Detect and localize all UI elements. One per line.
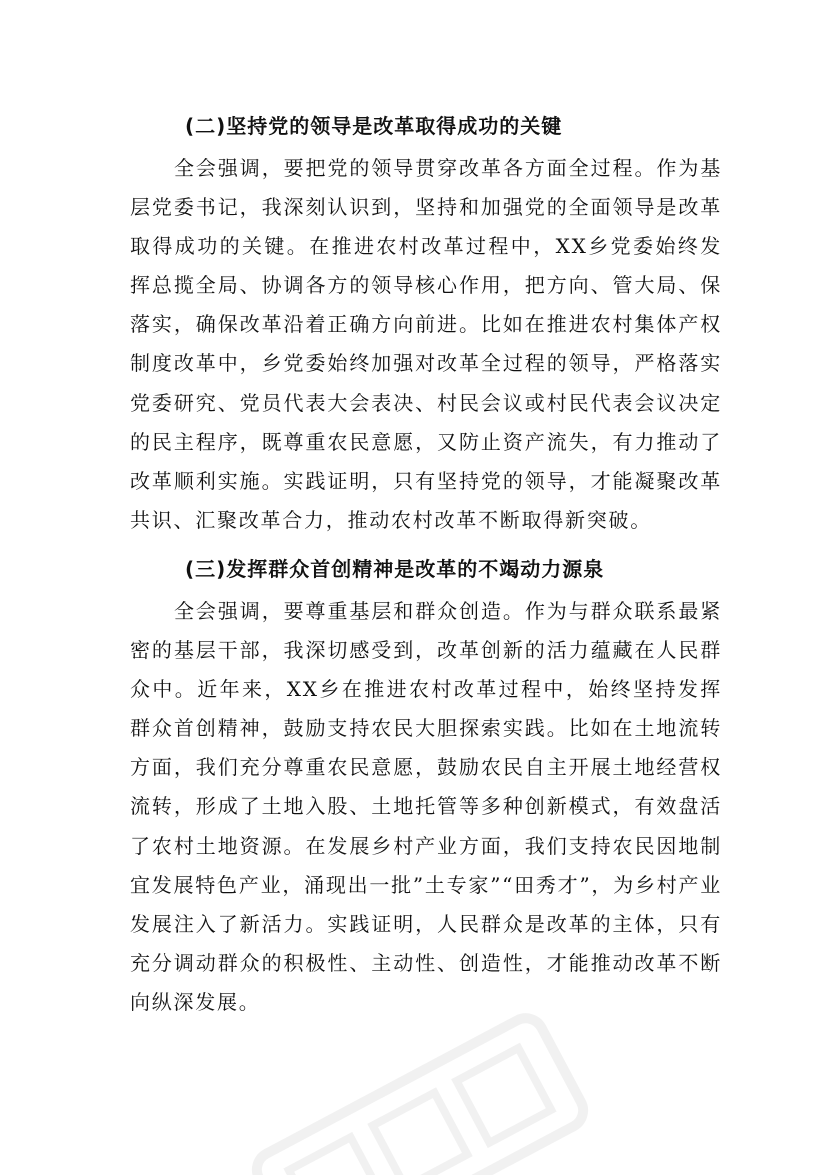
- section-heading: (二)坚持党的领导是改革取得成功的关键: [185, 114, 563, 138]
- section-paragraph: 全会强调，要尊重基层和群众创造。作为与群众联系最紧密的基层干部，我深切感受到，改革创新的活力蕴藏在人民群众中。近年来，XX乡在推进农村改革过程中，始终坚持发挥群众首创精神，鼓励支持农民大胆探索实践。比如在土地流转方面，我们充分尊重农民意愿，鼓励农民自主开展土地经营权流转，形成了土地入股、土地托管等多种创新模式，有效盘活了农村土地资源。在发展乡村产业方面，我们支持农民因地制宜发展特色产业，涌现出一批”土专家”“田秀才”，为乡村产业发展注入了新活力。实践证明，人民群众是改革的主体，只有充分调动群众的积极性、主动性、创造性，才能推动改革不断向纵深发展。: [130, 598, 722, 1014]
- section-mass-initiative: [130, 546, 722, 1022]
- section-heading: (三)发挥群众首创精神是改革的不竭动力源泉: [185, 556, 605, 581]
- section-party-leadership: [130, 103, 722, 540]
- section-paragraph: 全会强调，要把党的领导贯穿改革各方面全过程。作为基层党委书记，我深刻认识到，坚持和加强党的全面领导是改革取得成功的关键。在推进农村改革过程中，XX乡党委始终发挥总揽全局、协调各方的领导核心作用，把方向、管大局、保落实，确保改革沿着正确方向前进。比如在推进农村集体产权制度改革中，乡党委始终加强对改革全过程的领导，严格落实党委研究、党员代表大会表决、村民会议或村民代表会议决定的民主程序，既尊重农民意愿，又防止资产流失，有力推动了改革顺利实施。实践证明，只有坚持党的领导，才能凝聚改革共识、汇聚改革合力，推动农村改革不断取得新突破。: [130, 156, 722, 532]
- document-body: [130, 103, 722, 1028]
